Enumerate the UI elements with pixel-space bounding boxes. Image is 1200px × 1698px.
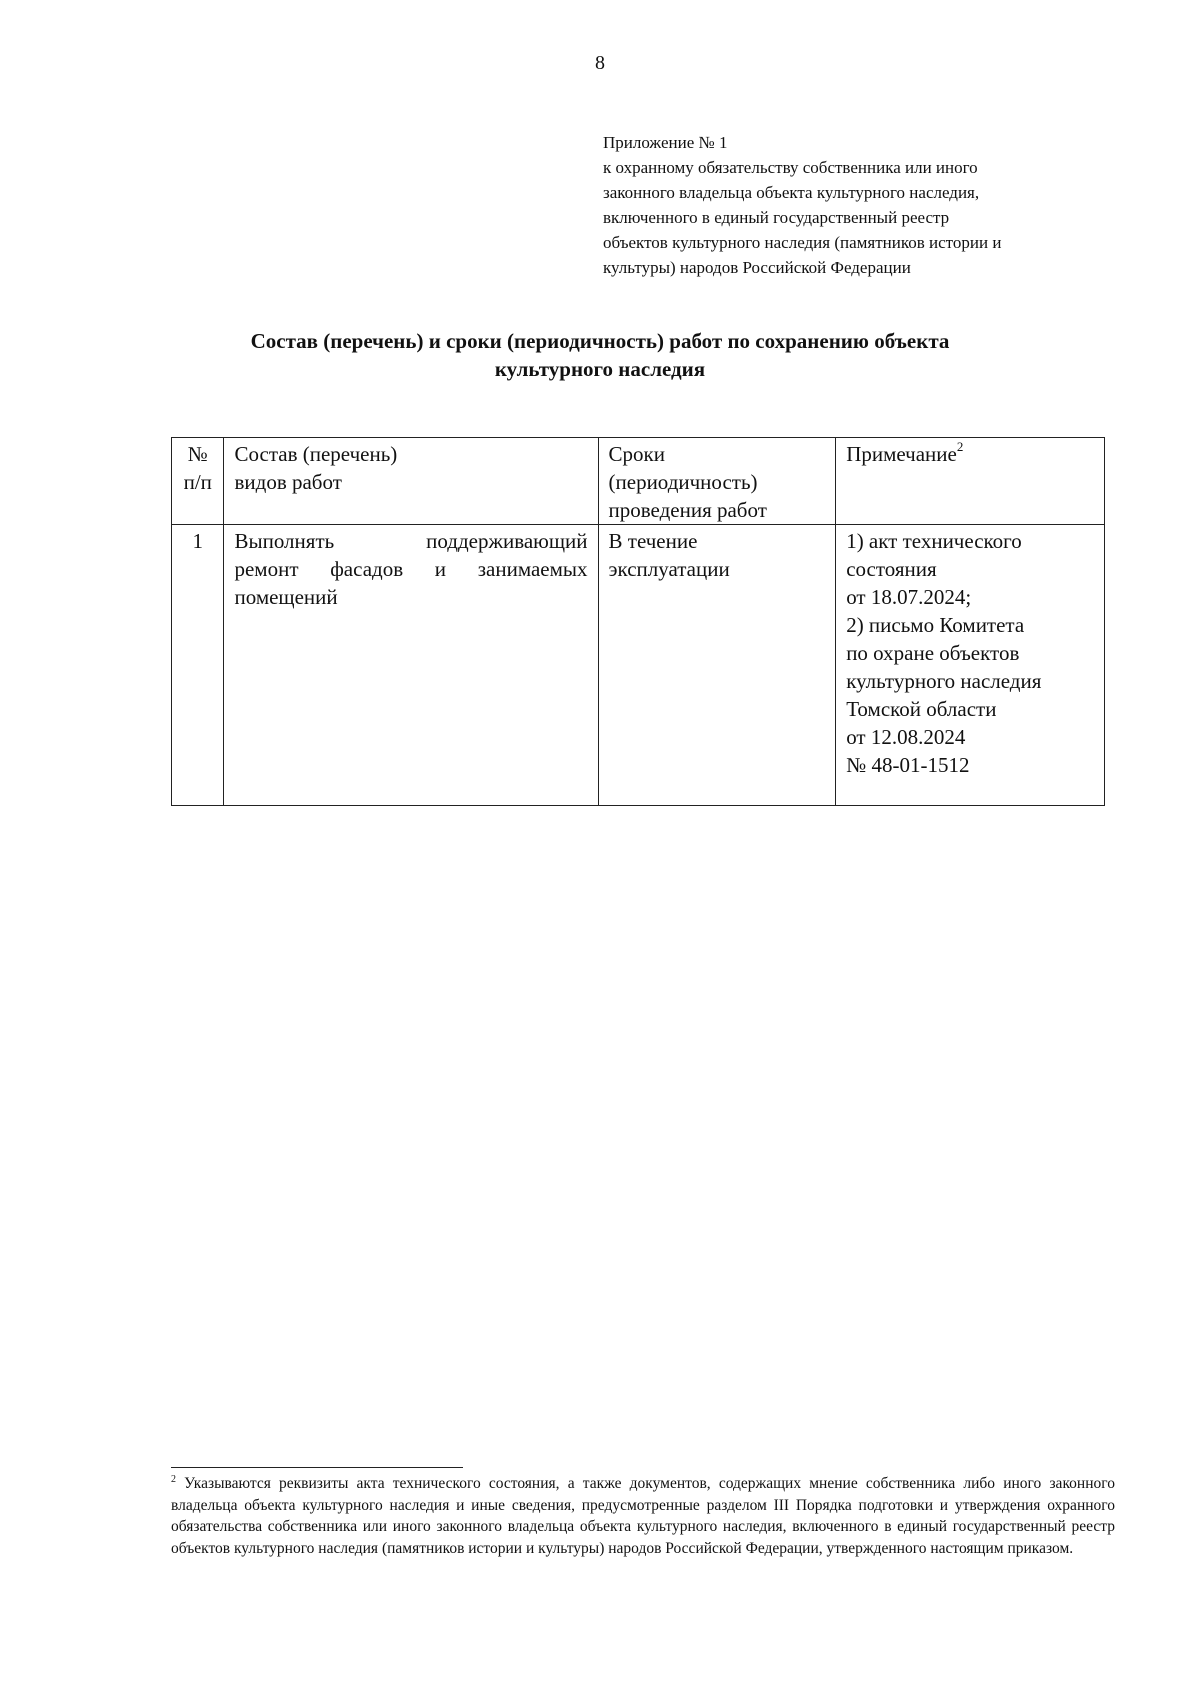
cell-text: Выполнять поддерживающий (234, 529, 588, 553)
appendix-line: законного владельца объекта культурного наследия, (603, 183, 980, 202)
footnote (171, 1473, 1115, 1559)
header-text: п/п (183, 470, 212, 494)
cell-text: помещений (234, 585, 338, 609)
page-number: 8 (595, 52, 605, 74)
appendix-line: Приложение № 1 (603, 133, 728, 152)
cell-text: № 48-01-1512 (846, 753, 970, 777)
footnote-marker: 2 (171, 1474, 176, 1485)
header-cell-num (172, 438, 224, 525)
cell-text: от 18.07.2024; (846, 585, 972, 609)
footnote-divider (171, 1467, 463, 1468)
header-text: Состав (перечень) (234, 442, 398, 466)
appendix-line: к охранному обязательству собственника или иного (603, 158, 978, 177)
document-title (0, 327, 1200, 383)
header-cell-works (224, 438, 598, 525)
header-text: № (187, 442, 208, 466)
cell-text: Томской области (846, 697, 997, 721)
cell-text: культурного наследия (846, 669, 1042, 693)
header-text: Сроки (608, 442, 665, 466)
cell-text: ремонт фасадов и занимаемых (234, 557, 588, 581)
header-text: видов работ (234, 470, 342, 494)
cell-text: 1) акт технического (846, 529, 1022, 553)
cell-terms (598, 525, 836, 806)
header-cell-terms (598, 438, 836, 525)
header-text: Примечание (846, 442, 957, 466)
cell-text: эксплуатации (608, 557, 730, 581)
cell-text: от 12.08.2024 (846, 725, 966, 749)
appendix-header (603, 130, 1103, 280)
table-row (172, 525, 1105, 806)
cell-text: 2) письмо Комитета (846, 613, 1025, 637)
cell-text: В течение (608, 529, 698, 553)
appendix-line: объектов культурного наследия (памятников истории и (603, 233, 1002, 252)
cell-note (836, 525, 1105, 806)
works-table (171, 437, 1105, 806)
cell-num: 1 (172, 525, 224, 806)
appendix-line: культуры) народов Российской Федерации (603, 258, 911, 277)
title-line: культурного наследия (494, 357, 706, 381)
cell-text: по охране объектов (846, 641, 1020, 665)
appendix-line: включенного в единый государственный реестр (603, 208, 950, 227)
cell-works (224, 525, 598, 806)
footnote-text: Указываются реквизиты акта технического состояния, а также документов, содержащих мнение собственника либо иного законного владельца объекта культурного наследия и иные сведения, предусмотренные разделом III Порядка подготовки и утверждения охранного обязательства собственника или иного законного владельца объекта культурного наследия, включенного в единый государственный реестр объектов культурного наследия (памятников истории и культуры) народов Российской Федерации, утвержденного настоящим приказом. (171, 1475, 1115, 1557)
header-text: проведения работ (608, 498, 767, 522)
footnote-reference: 2 (956, 439, 964, 454)
title-line: Состав (перечень) и сроки (периодичность) работ по сохранению объекта (250, 329, 950, 353)
header-cell-note (836, 438, 1105, 525)
table-header-row (172, 438, 1105, 525)
header-text: (периодичность) (608, 470, 758, 494)
cell-text: состояния (846, 557, 937, 581)
